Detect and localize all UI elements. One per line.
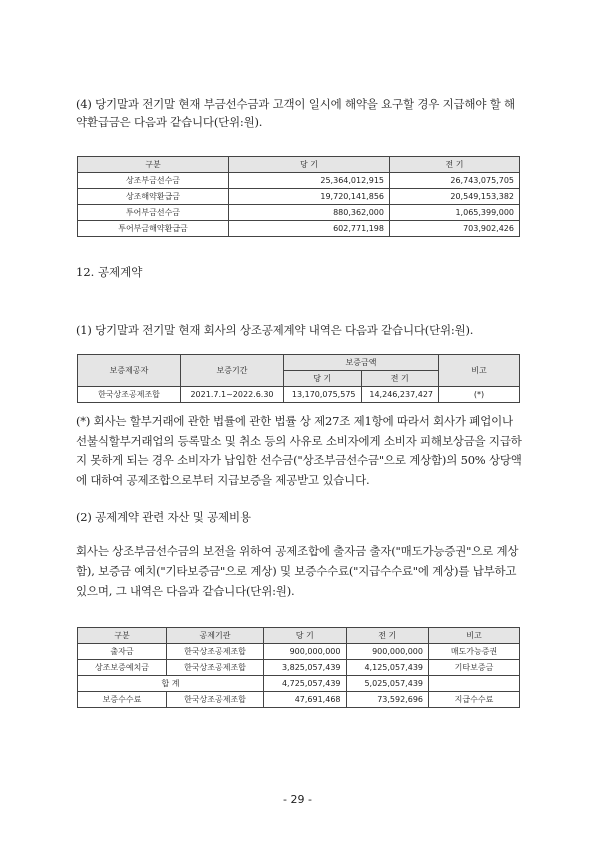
- subsection-2-title: (2) 공제계약 관련 자산 및 공제비용: [76, 510, 251, 524]
- table-cell: 4,125,057,439: [346, 660, 429, 676]
- table-cell: 14,246,237,427: [361, 387, 439, 403]
- table-cell: 900,000,000: [346, 644, 429, 660]
- table-cell: 한국상조공제조합: [167, 644, 264, 660]
- table-cell: 지급수수료: [429, 692, 520, 708]
- table-cell: 25,364,012,915: [229, 173, 390, 189]
- table-cell: 26,743,075,705: [390, 173, 520, 189]
- table-row: [78, 660, 520, 676]
- column-header: 당 기: [284, 371, 362, 387]
- column-header: 구분: [78, 628, 167, 644]
- column-header: 보증기간: [181, 355, 284, 387]
- table-cell: 출자금: [78, 644, 167, 660]
- table-cell: 보증수수료: [78, 692, 167, 708]
- table-row: [78, 692, 520, 708]
- guarantee-table: [77, 354, 520, 403]
- table-cell: 한국상조공제조합: [78, 387, 181, 403]
- table-cell: 73,592,696: [346, 692, 429, 708]
- column-header: 비고: [429, 628, 520, 644]
- column-header: 당 기: [264, 628, 347, 644]
- column-header: 보증금액: [284, 355, 439, 371]
- table-cell: 한국상조공제조합: [167, 692, 264, 708]
- table-cell: 한국상조공제조합: [167, 660, 264, 676]
- column-header: 비고: [439, 355, 520, 387]
- column-header: 전 기: [346, 628, 429, 644]
- table-cell: 투어부금해약환급금: [78, 221, 229, 237]
- table-row: [78, 189, 520, 205]
- table-cell: 2021.7.1~2022.6.30: [181, 387, 284, 403]
- column-header: 전 기: [361, 371, 439, 387]
- table-cell: 19,720,141,856: [229, 189, 390, 205]
- table-cell: 900,000,000: [264, 644, 347, 660]
- table-cell: 상조부금선수금: [78, 173, 229, 189]
- table-cell: 47,691,468: [264, 692, 347, 708]
- table-row: [78, 221, 520, 237]
- column-header: 구분: [78, 157, 229, 173]
- section-title: 12. 공제계약: [76, 265, 143, 279]
- table-cell: [429, 676, 520, 692]
- table-cell: 합 계: [78, 676, 264, 692]
- table-row-total: [78, 676, 520, 692]
- column-header: 공제기관: [167, 628, 264, 644]
- subsection-2-desc: 회사는 상조부금선수금의 보전을 위하여 공제조합에 출자금 출자("매도가능증권"으로 계상함), 보증금 예치("기타보증금"으로 계상) 및 보증수수료("지급수수료"에 계상)를 납부하고 있으며, 그 내역은 다음과 같습니다(단위:원).: [76, 544, 519, 598]
- table-cell: 매도가능증권: [429, 644, 520, 660]
- table-cell: 1,065,399,000: [390, 205, 520, 221]
- section4-text: (4) 당기말과 전기말 현재 부금선수금과 고객이 일시에 해약을 요구할 경우 지급해야 할 해약환급금은 다음과 같습니다(단위:원).: [76, 97, 515, 129]
- refund-table: [77, 156, 520, 237]
- table-cell: 상조보증예치금: [78, 660, 167, 676]
- table-row: [78, 387, 520, 403]
- deposit-table: [77, 627, 520, 708]
- table-cell: 3,825,057,439: [264, 660, 347, 676]
- table-cell: 13,170,075,575: [284, 387, 362, 403]
- table-cell: 상조해약환급금: [78, 189, 229, 205]
- table-cell: (*): [439, 387, 520, 403]
- table-row: [78, 173, 520, 189]
- table-cell: 602,771,198: [229, 221, 390, 237]
- table-row: [78, 205, 520, 221]
- column-header: 전 기: [390, 157, 520, 173]
- column-header: 당 기: [229, 157, 390, 173]
- table-cell: 5,025,057,439: [346, 676, 429, 692]
- table-cell: 880,362,000: [229, 205, 390, 221]
- table-cell: 4,725,057,439: [264, 676, 347, 692]
- table-cell: 703,902,426: [390, 221, 520, 237]
- column-header: 보증제공자: [78, 355, 181, 387]
- table-cell: 20,549,153,382: [390, 189, 520, 205]
- table-row: [78, 644, 520, 660]
- footnote: (*) 회사는 할부거래에 관한 법률에 관한 법률 상 제27조 제1항에 따라서 회사가 폐업이나 선불식할부거래업의 등록말소 및 취소 등의 사유로 소비자에게 소비자 피해보상금을 지급하지 못하게 되는 경우 소비자가 납입한 선수금("상조부금선수금"으로 계상함)의 50% 상당액에 대하여 공제조합으로부터 지급보증을 제공받고 있습니다.: [76, 414, 522, 487]
- table-cell: 투어부금선수금: [78, 205, 229, 221]
- table-cell: 기타보증금: [429, 660, 520, 676]
- page-number: - 29 -: [283, 793, 312, 806]
- subsection-1-text: (1) 당기말과 전기말 현재 회사의 상조공제계약 내역은 다음과 같습니다(단위:원).: [76, 323, 474, 337]
